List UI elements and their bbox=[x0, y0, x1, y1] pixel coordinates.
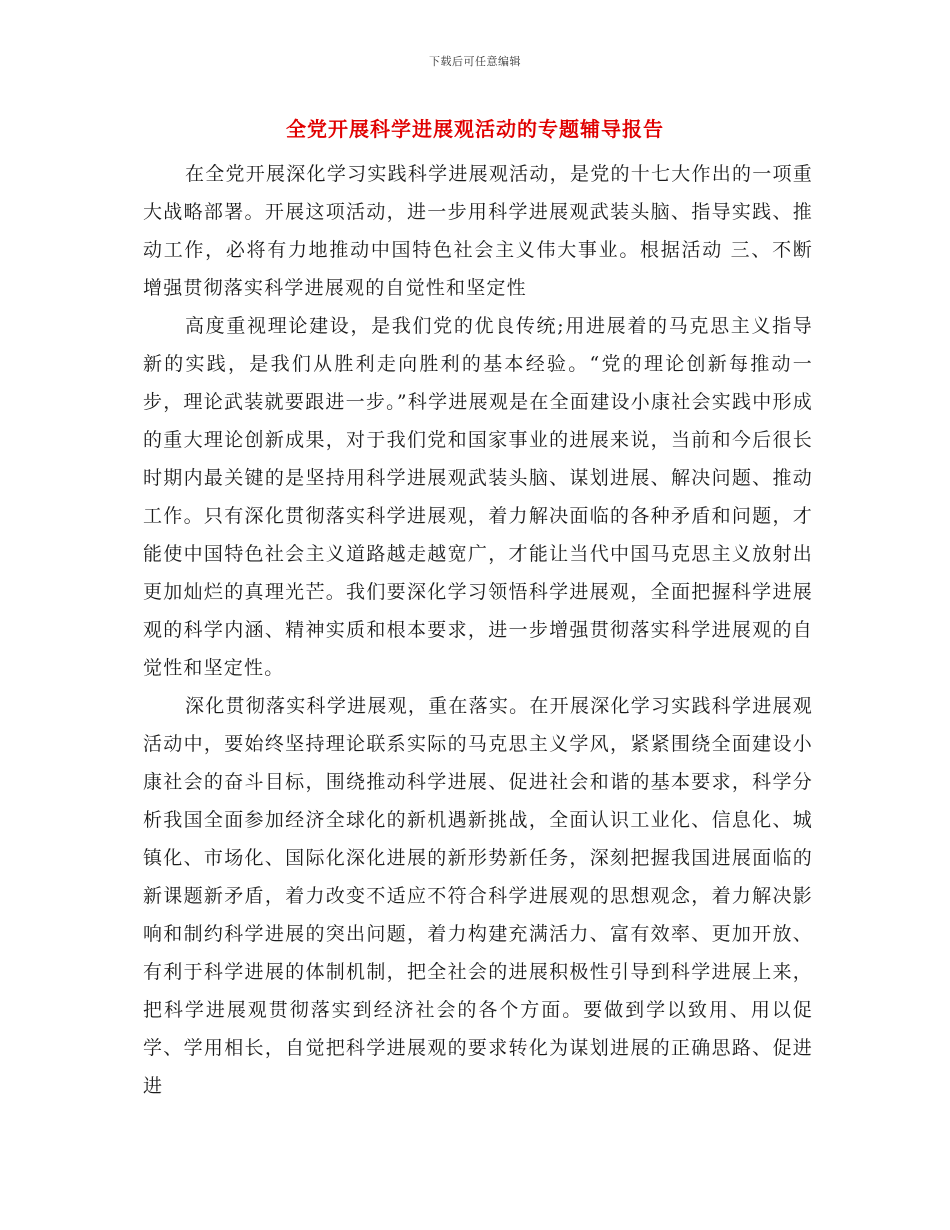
paragraph-3: 深化贯彻落实科学进展观，重在落实。在开展深化学习实践科学进展观活动中，要始终坚持理论联系实际的马克思主义学风，紧紧围绕全面建设小康社会的奋斗目标，围绕推动科学进展、促进社会和谐的基本要求，科学分析我国全面参加经济全球化的新机遇新挑战，全面认识工业化、信息化、城镇化、市场化、国际化深化进展的新形势新任务，深刻把握我国进展面临的新课题新矛盾，着力改变不适应不符合科学进展观的思想观念，着力解决影响和制约科学进展的突出问题，着力构建充满活力、富有效率、更加开放、有利于科学进展的体制机制，把全社会的进展积极性引导到科学进展上来，把科学进展观贯彻落实到经济社会的各个方面。要做到学以致用、用以促学、学用相长，自觉把科学进展观的要求转化为谋划进展的正确思路、促进进 bbox=[143, 695, 813, 1097]
header-note: 下载后可任意编辑 bbox=[429, 55, 521, 68]
paragraph-1: 在全党开展深化学习实践科学进展观活动，是党的十七大作出的一项重大战略部署。开展这项活动，进一步用科学进展观武装头脑、指导实践、推动工作，必将有力地推动中国特色社会主义伟大事业。根据活动 三、不断增强贯彻落实科学进展观的自觉性和坚定性 bbox=[143, 163, 813, 299]
document-title: 全党开展科学进展观活动的专题辅导报告 bbox=[286, 117, 664, 141]
document-body bbox=[143, 155, 813, 1105]
paragraph-2: 高度重视理论建设，是我们党的优良传统;用进展着的马克思主义指导新的实践，是我们从胜利走向胜利的基本经验。“党的理论创新每推动一步，理论武装就要跟进一步。”科学进展观是在全面建设小康社会实践中形成的重大理论创新成果，对于我们党和国家事业的进展来说，当前和今后很长时期内最关键的是坚持用科学进展观武装头脑、谋划进展、解决问题、推动工作。只有深化贯彻落实科学进展观，着力解决面临的各种矛盾和问题，才能使中国特色社会主义道路越走越宽广，才能让当代中国马克思主义放射出更加灿烂的真理光芒。我们要深化学习领悟科学进展观，全面把握科学进展观的科学内涵、精神实质和根本要求，进一步增强贯彻落实科学进展观的自觉性和坚定性。 bbox=[143, 315, 813, 679]
